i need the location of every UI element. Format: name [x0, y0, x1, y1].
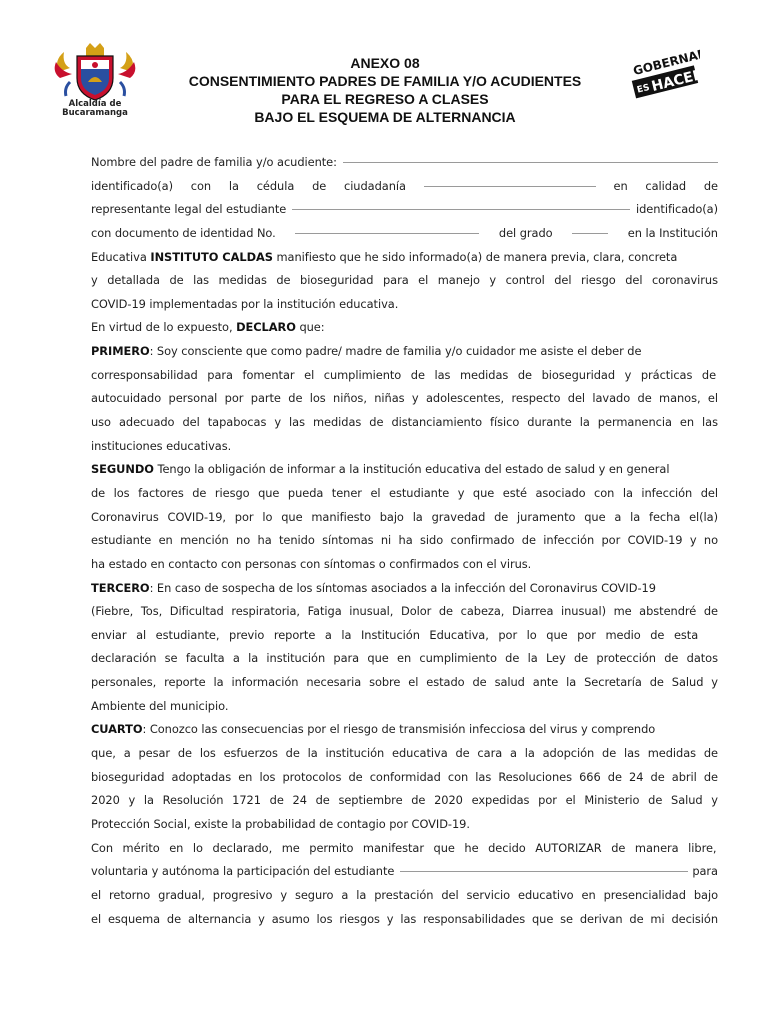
paragraph-line: instituciones educativas.: [91, 438, 232, 453]
clause-label: TERCERO: [91, 580, 150, 595]
paragraph-line: de los factores de riesgo que pueda tener el estudiante y que esté asociado con la infección del: [91, 485, 718, 500]
paragraph-line: estudiante en mención no ha tenido síntomas ni ha sido confirmado de infección por COVID-19 y no: [91, 533, 718, 548]
text-fragment: manifiesto que he sido informado(a) de manera previa, clara, concreta: [272, 249, 678, 264]
clause-label: PRIMERO: [91, 344, 150, 359]
text-fragment: de: [312, 178, 327, 193]
consent-title: CONSENTIMIENTO PADRES DE FAMILIA Y/O ACUDIENTES: [188, 73, 582, 89]
id-line: [91, 175, 718, 199]
paragraph-line: COVID-19 implementadas por la institución educativa.: [91, 296, 399, 311]
guardian-name-label: Nombre del padre de familia y/o acudiente:: [91, 155, 337, 169]
text-fragment: representante legal del estudiante: [91, 202, 287, 217]
text-fragment: la: [228, 178, 239, 193]
paragraph-line: declaración se faculta a la institución para que en cumplimiento de la Ley de protección de datos: [91, 651, 718, 666]
text-fragment: : Conozco las consecuencias por el riesgo de transmisión infecciosa del virus y comprendo: [142, 722, 656, 737]
institution-line: [91, 246, 718, 270]
clause-label: CUARTO: [91, 722, 143, 737]
paragraph-line: Protección Social, existe la probabilidad de contagio por COVID-19.: [91, 816, 470, 831]
clause-primero: [91, 340, 718, 364]
guardian-name-line: [91, 151, 718, 175]
clause-cuarto: [91, 718, 718, 742]
paragraph-line: y detallada de las medidas de bioseguridad para el manejo y control del riesgo del coronavirus: [91, 273, 718, 288]
logo-caption-line2: Bucaramanga: [62, 108, 128, 118]
guardian-id-field[interactable]: [424, 186, 596, 187]
student-document-field[interactable]: [295, 233, 479, 234]
declaro-label: DECLARO: [236, 320, 296, 335]
student-line: [91, 198, 718, 222]
text-fragment: para: [692, 864, 718, 879]
gobernar-es-hacer-logo: [628, 48, 700, 108]
authorized-student-field[interactable]: [400, 871, 688, 872]
text-fragment: identificado(a): [91, 178, 173, 193]
paragraph-line: Coronavirus COVID-19, por lo que manifiesto bajo la gravedad de juramento que a la fecha el(la): [91, 509, 718, 524]
text-fragment: cédula: [256, 178, 295, 193]
clause-segundo: [91, 458, 718, 482]
document-header: [150, 54, 620, 126]
logo-es-text: ES: [636, 82, 651, 96]
clause-tercero: [91, 577, 718, 601]
grade-field[interactable]: [572, 233, 608, 234]
paragraph-line: ha estado en contacto con personas con síntomas o confirmados con el virus.: [91, 556, 532, 571]
paragraph-line: uso adecuado del tapabocas y las medidas de distanciamiento físico durante la permanencia en las: [91, 415, 718, 430]
bucaramanga-coat-of-arms-icon: [50, 42, 140, 102]
logo-hacer-text: HACER: [649, 66, 700, 95]
document-grade-line: [91, 222, 718, 246]
authorization-line: [91, 860, 718, 884]
clause-label: SEGUNDO: [91, 462, 154, 477]
text-fragment: con: [190, 178, 212, 193]
logo-gobernar-text: GOBERNAR: [631, 48, 700, 78]
text-fragment: ciudadanía: [343, 178, 406, 193]
paragraph-line: personales, reporte la información necesaria sobre el estado de salud ante la Secretaría de Salud y: [91, 675, 718, 690]
text-fragment: : En caso de sospecha de los síntomas asociados a la infección del Coronavirus COVID-19: [149, 580, 656, 595]
text-fragment: identificado(a): [636, 202, 718, 217]
text-fragment: en la Institución: [627, 225, 718, 240]
paragraph-line: bioseguridad adoptadas en los protocolos de conformidad con las Resoluciones 666 de 24 de abril de: [91, 769, 718, 784]
paragraph-line: el esquema de alternancia y asumo los riesgos y las responsabilidades que se derivan de mi decisión: [91, 911, 718, 926]
logo-caption-line1: Alcaldía de: [68, 99, 122, 109]
text-fragment: que:: [295, 320, 325, 335]
text-fragment: : Soy consciente que como padre/ madre de familia y/o cuidador me asiste el deber de: [149, 344, 642, 359]
alcaldia-logo: [50, 42, 140, 124]
text-fragment: con documento de identidad No.: [91, 225, 276, 240]
student-name-field[interactable]: [292, 209, 630, 210]
text-fragment: Tengo la obligación de informar a la institución educativa del estado de salud y en general: [153, 462, 670, 477]
text-fragment: en: [613, 178, 628, 193]
paragraph-line: autocuidado personal por parte de los niños, niñas y adolescentes, respecto del lavado de manos, el: [91, 391, 718, 406]
paragraph-line: (Fiebre, Tos, Dificultad respiratoria, Fatiga inusual, Dolor de cabeza, Diarrea inusual) me abstendré de: [91, 604, 718, 619]
text-fragment: calidad: [645, 178, 687, 193]
consent-body: [91, 151, 718, 931]
text-fragment: En virtud de lo expuesto,: [91, 320, 237, 335]
paragraph-line: que, a pesar de los esfuerzos de la institución educativa de cara a la adopción de las medidas de: [91, 746, 718, 761]
paragraph-line: 2020 y la Resolución 1721 de 24 de septiembre de 2020 expedidas por el Ministerio de Salud y: [91, 793, 718, 808]
text-fragment: Educativa: [91, 249, 151, 264]
declaration-intro: [91, 316, 718, 340]
paragraph-line: enviar al estudiante, previo reporte a la Institución Educativa, por lo que por medio de esta: [91, 627, 699, 642]
text-fragment: de: [703, 178, 718, 193]
paragraph-line: Con mérito en lo declarado, me permito manifestar que he decido AUTORIZAR de manera libre,: [91, 840, 717, 855]
consent-scheme: BAJO EL ESQUEMA DE ALTERNANCIA: [254, 109, 516, 125]
paragraph-line: Ambiente del municipio.: [91, 698, 229, 713]
text-fragment: voluntaria y autónoma la participación del estudiante: [91, 864, 395, 879]
guardian-name-field[interactable]: [343, 162, 718, 163]
paragraph-line: corresponsabilidad para fomentar el cumplimiento de las medidas de bioseguridad y prácticas de: [91, 367, 717, 382]
consent-subtitle: PARA EL REGRESO A CLASES: [281, 91, 489, 107]
paragraph-line: el retorno gradual, progresivo y seguro a la prestación del servicio educativo en presencialidad bajo: [91, 887, 718, 902]
annex-title: ANEXO 08: [350, 55, 420, 71]
text-fragment: del grado: [498, 225, 553, 240]
institution-name: INSTITUTO CALDAS: [150, 249, 273, 264]
